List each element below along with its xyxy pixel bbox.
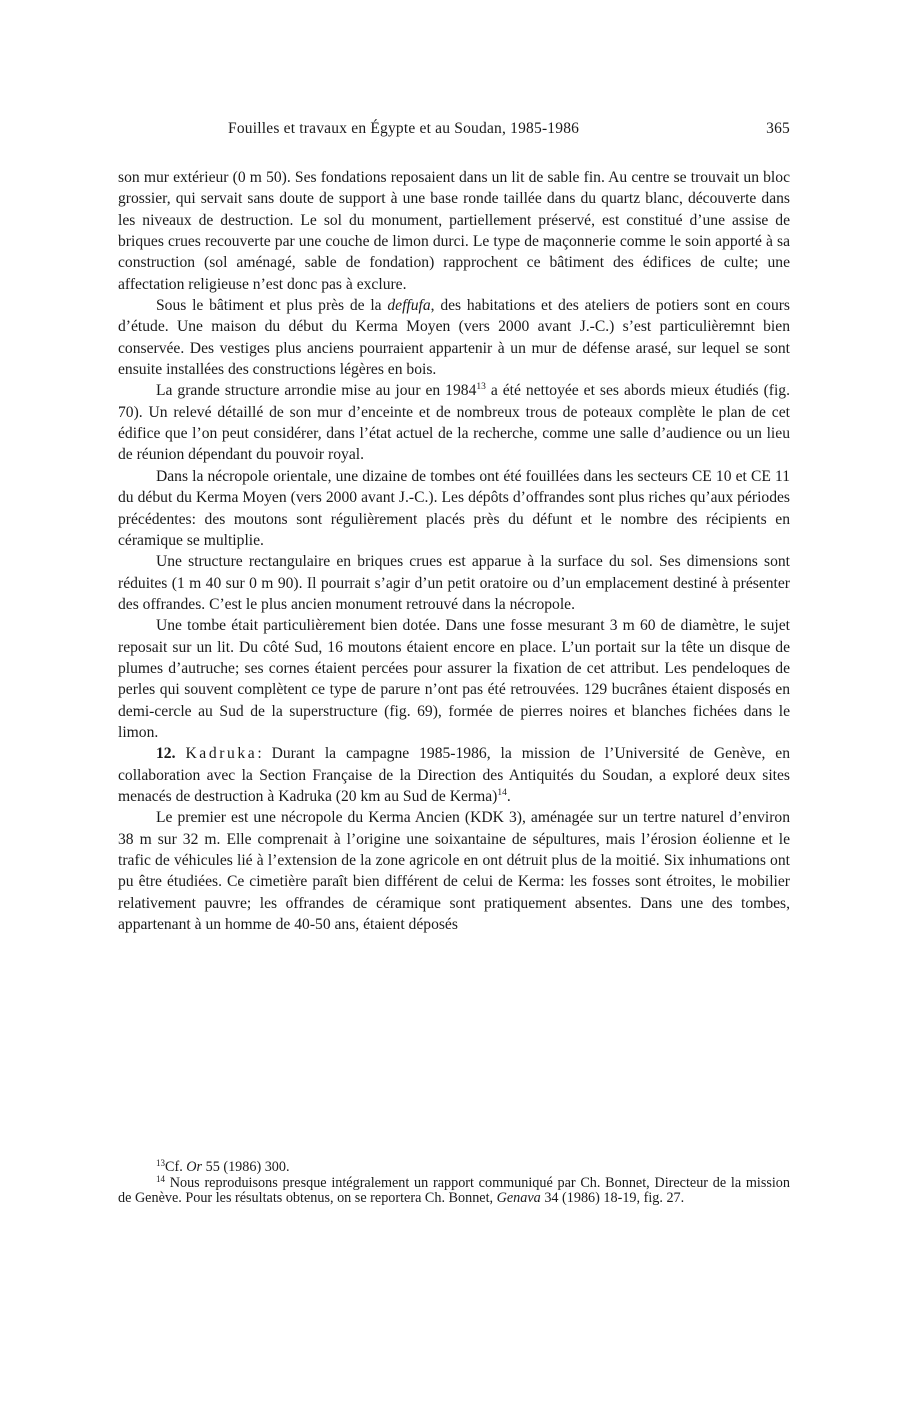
paragraph-2-text-b: , des habitations et des ateliers de potiers sont en cours d’étude. Une maison du début du Kerma Moyen (vers 2000 avant J.-C.) s’est particulièremnt bien conservée. Des vestiges plus anciens pourraient appartenir à un mur de défense arasé, sur lequel se sont ensuite installées des constructions légères en bois. — [118, 297, 790, 379]
paragraph-7-text: : Durant la campagne 1985-1986, la mission de l’Université de Genève, en collaboration avec la Section Française de la Direction des Antiquités du Soudan, a exploré deux sites menacés de destruction à Kadruka (20 km au Sud de Kerma) — [118, 745, 791, 805]
running-title: Fouilles et travaux en Égypte et au Soudan, 1985-1986 — [228, 120, 580, 137]
footnote-13-text-b: 55 (1986) 300. — [202, 1159, 290, 1175]
footnote-13 — [118, 1160, 790, 1176]
paragraph-5: Une structure rectangulaire en briques crues est apparue à la surface du sol. Ses dimensions sont réduites (1 m 40 sur 0 m 90). Il pourrait s’agir d’un petit oratoire ou d’un emplacement destiné à présenter des offrandes. C’est le plus ancien monument retrouvé dans la nécropole. — [118, 553, 790, 613]
footnote-13-journal: Or — [186, 1159, 203, 1175]
body-text — [118, 167, 790, 935]
footnote-14-journal: Genava — [496, 1190, 541, 1206]
section-place-name: Kadruka — [185, 745, 258, 763]
paragraph-8: Le premier est une nécropole du Kerma Ancien (KDK 3), aménagée sur un tertre naturel d’environ 38 m sur 32 m. Elle comprenait à l’origine une soixantaine de sépultures, mais l’érosion éolienne et le trafic de véhicules lié à l’extension de la zone agricole en ont détruit plus de la moitié. Six inhumations ont pu être étudiées. Ce cimetière paraît bien différent de celui de Kerma: les fosses sont étroites, le mobilier relativement pauvre; les offrandes de céramique sont pratiquement absentes. Dans une des tombes, appartenant à un homme de 40-50 ans, étaient déposés — [118, 809, 790, 934]
paragraph-1: son mur extérieur (0 m 50). Ses fondations reposaient dans un lit de sable fin. Au centre se trouvait un bloc grossier, qui servait sans doute de support à une base ronde taillée dans du quartz blanc, découverte dans les niveaux de destruction. Le sol du monument, partiellement préservé, est constitué d’une assise de briques crues recouverte par une couche de limon durci. Le type de maçonnerie comme le soin apporté à sa construction (sol aménagé, sable de fondation) rapprochent ce bâtiment des édifices de culte; une affectation religieuse n’est donc pas à exclure. — [118, 169, 790, 293]
section-number: 12. — [156, 745, 176, 763]
footnotes — [118, 1160, 790, 1207]
footnote-13-mark: 13 — [156, 1158, 165, 1168]
footnote-14-text-a: Nous reproduisons presque intégralement un rapport communiqué par Ch. Bonnet, Directeur de la mission de Genève. Pour les résultats obtenus, on se reportera Ch. Bonnet, — [118, 1174, 790, 1206]
paragraph-3 — [118, 380, 790, 465]
paragraph-7-end: . — [506, 787, 511, 805]
footnote-14-text-b: 34 (1986) 18-19, fig. 27. — [540, 1190, 685, 1206]
deffufa-term: deffufa — [387, 297, 431, 315]
footnote-14-mark: 14 — [156, 1173, 165, 1184]
paragraph-2-text-a: Sous le bâtiment et plus près de la — [156, 297, 388, 315]
footnote-13-text-a: Cf. — [165, 1159, 187, 1175]
running-header — [118, 120, 790, 144]
paragraph-7 — [118, 743, 790, 807]
paragraph-2 — [118, 295, 790, 380]
paragraph-3-text-b: a été nettoyée et ses abords mieux étudiés (fig. 70). Un relevé détaillé de son mur d’enceinte et de nombreux trous de poteaux complète le plan de cet édifice que l’on peut considérer, dans l’état actuel de la recherche, comme une salle d’audience ou un lieu de réunion dépendant du pouvoir royal. — [118, 382, 790, 464]
page-number: 365 — [766, 120, 790, 137]
footnote-14 — [118, 1173, 790, 1207]
footnote-ref-13[interactable]: 13 — [476, 382, 486, 393]
paragraph-3-text-a: La grande structure arrondie mise au jour en 1984 — [156, 382, 477, 400]
paragraph-6: Une tombe était particulièrement bien dotée. Dans une fosse mesurant 3 m 60 de diamètre, le sujet reposait sur un lit. Du côté Sud, 16 moutons étaient encore en place. L’un portait sur la tête un disque de plumes d’autruche; ses cornes étaient percées pour assurer la fixation de cet attribut. Les pendeloques de perles qui souvent complètent ce type de parure n’ont pas été retrouvées. 129 bucrânes étaient disposés en demi-cercle au Sud de la superstructure (fig. 69), formée de pierres noires et blanches fichées dans le limon. — [118, 617, 790, 741]
paragraph-4: Dans la nécropole orientale, une dizaine de tombes ont été fouillées dans les secteurs CE 10 et CE 11 du début du Kerma Moyen (vers 2000 avant J.-C.). Les dépôts d’offrandes sont plus riches qu’aux périodes précédentes: des moutons sont régulièrement placés près du défunt et le nombre des récipients en céramique se multiplie. — [118, 467, 790, 549]
footnote-ref-14[interactable]: 14 — [497, 787, 507, 798]
